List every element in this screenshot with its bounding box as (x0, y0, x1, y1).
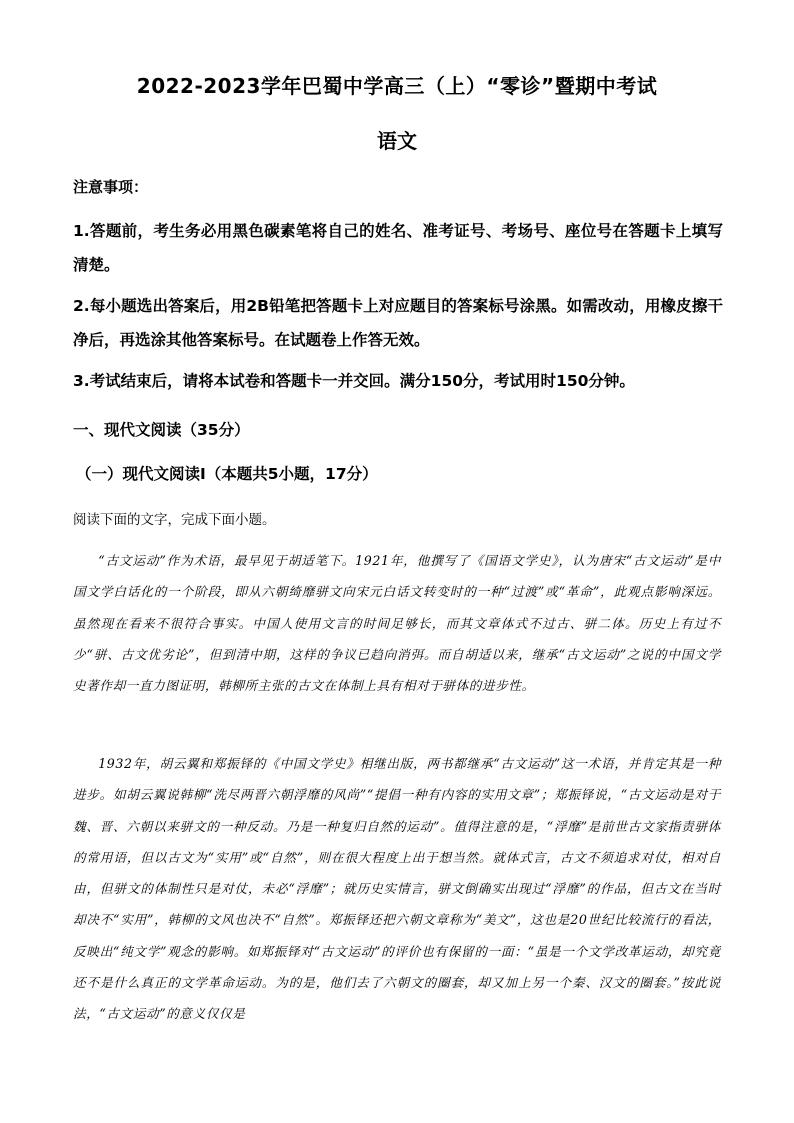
notice-item-2: 2.每小题选出答案后，用2B铅笔把答题卡上对应题目的答案标号涂黑。如需改动，用橡皮擦干净后，再选涂其他答案标号。在试题卷上作答无效。 (73, 297, 723, 349)
passage-paragraph-1: “古文运动”作为术语，最早见于胡适笔下。1921年，他撰写了《国语文学史》，认为唐宋“古文运动”是中国文学白话化的一个阶段，即从六朝绮靡骈文向宋元白话文转变时的一种“过渡”或“革命”，此观点影响深远。虽然现在看来不很符合事实。中国人使用文言的时间足够长，而其文章体式不过古、骈二体。历史上有过不少“骈、古文优劣论”，但到清中期，这样的争议已趋向消弭。而自胡适以来，继承“古文运动”之说的中国文学史著作却一直力图证明，韩柳所主张的古文在体制上具有相对于骈体的进步性。 (73, 553, 721, 694)
section-heading: 一、现代文阅读（35分） (73, 421, 250, 439)
subsection-heading: （一）现代文阅读Ⅰ（本题共5小题，17分） (76, 465, 378, 483)
subject-title: 语文 (377, 129, 417, 153)
reading-instruction: 阅读下面的文字，完成下面小题。 (73, 512, 276, 528)
notice-item-3: 3.考试结束后，请将本试卷和答题卡一并交回。满分150分，考试用时150分钟。 (73, 372, 635, 390)
notice-heading: 注意事项： (73, 178, 149, 196)
notice-item-1: 1.答题前，考生务必用黑色碳素笔将自己的姓名、准考证号、考场号、座位号在答题卡上填写清楚。 (73, 222, 723, 274)
passage-paragraph-2: 1932年，胡云翼和郑振铎的《中国文学史》相继出版，两书都继承“古文运动”这一术语，并肯定其是一种进步。如胡云翼说韩柳“洗尽两晋六朝浮靡的风尚”“提倡一种有内容的实用文章”；郑振铎说，“古文运动是对于魏、晋、六朝以来骈文的一种反动。乃是一种复归自然的运动”。值得注意的是，“浮靡”是前世古文家指责骈体的常用语，但以古文为“实用”或“自然”，则在很大程度上出于想当然。就体式言，古文不须追求对仗，相对自由，但骈文的体制性只是对仗，未必“浮靡”；就历史实情言，骈文倒确实出现过“浮靡”的作品，但古文在当时却决不“实用”，韩柳的文风也决不“自然”。郑振铎还把六朝文章称为“美文”，这也是20世纪比较流行的看法，反映出“纯文学”观念的影响。如郑振铎对“古文运动”的评价也有保留的一面：“虽是一个文学改革运动，却究竟还不是什么真正的文学革命运动。为的是，他们去了六朝文的圈套，却又加上另一个秦、汉文的圈套。”按此说法，“古文运动”的意义仅仅是 (73, 756, 721, 1022)
exam-title: 2022-2023学年巴蜀中学高三（上）“零诊”暨期中考试 (136, 74, 658, 98)
